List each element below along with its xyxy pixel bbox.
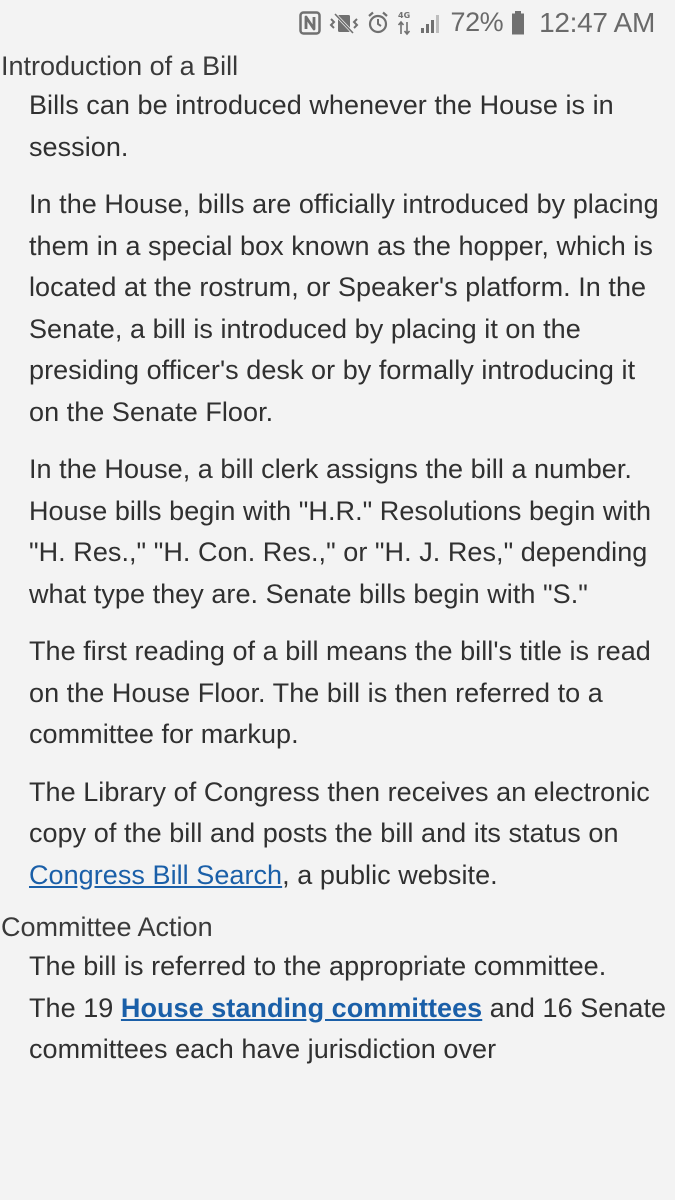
section-committee-action: [0, 908, 675, 1071]
paragraph: In the House, bills are officially introduced by placing them in a special box known as the hopper, which is located at the rostrum, or Speaker's platform. In the Senate, a bill is introduced by placing it on the presiding officer's desk or by formally introducing it on the Senate Floor.: [29, 189, 659, 427]
signal-icon: [419, 11, 443, 35]
congress-bill-search-link[interactable]: Congress Bill Search: [29, 859, 283, 890]
status-icons: [299, 0, 655, 45]
battery-percent: 72%: [450, 7, 504, 37]
paragraph: [29, 772, 671, 897]
status-bar: [0, 0, 675, 45]
paragraph-text: The Library of Congress then receives an electronic copy of the bill and posts the bill and its status on: [29, 776, 650, 848]
section-body-committee-action: [0, 946, 675, 1071]
alarm-icon: [367, 11, 389, 35]
section-body-introduction: [0, 85, 675, 896]
section-title-introduction: Introduction of a Bill: [1, 51, 239, 81]
nfc-icon: [299, 11, 321, 35]
paragraph: The first reading of a bill means the bill's title is read on the House Floor. The bill is then referred to a committee for markup.: [29, 636, 651, 749]
paragraph-text: , a public website.: [282, 859, 498, 890]
paragraph-text: The bill is referred to the appropriate committee.: [29, 951, 607, 981]
paragraph: Bills can be introduced whenever the House is in session.: [29, 90, 614, 162]
vibrate-mute-icon: [329, 11, 359, 35]
section-introduction: [0, 47, 675, 896]
battery-icon: [511, 10, 525, 36]
article-content: [0, 45, 675, 1071]
mobile-data-icon: [397, 10, 411, 36]
clock: 12:47 AM: [539, 6, 655, 38]
paragraph-text: The 19: [29, 992, 121, 1023]
section-title-committee-action: Committee Action: [1, 912, 213, 942]
paragraph: [29, 946, 671, 1071]
paragraph: In the House, a bill clerk assigns the bill a number. House bills begin with "H.R." Resolutions begin with "H. Res.," "H. Con. Res.," or "H. J. Res," depending what type they are. Senate bills begin with "S.": [29, 454, 652, 609]
house-standing-committees-link[interactable]: House standing committees: [120, 992, 483, 1023]
paragraph-text: and 16 Senate committees each have jurisdiction over: [29, 992, 667, 1064]
svg-text:4G: 4G: [397, 10, 410, 20]
